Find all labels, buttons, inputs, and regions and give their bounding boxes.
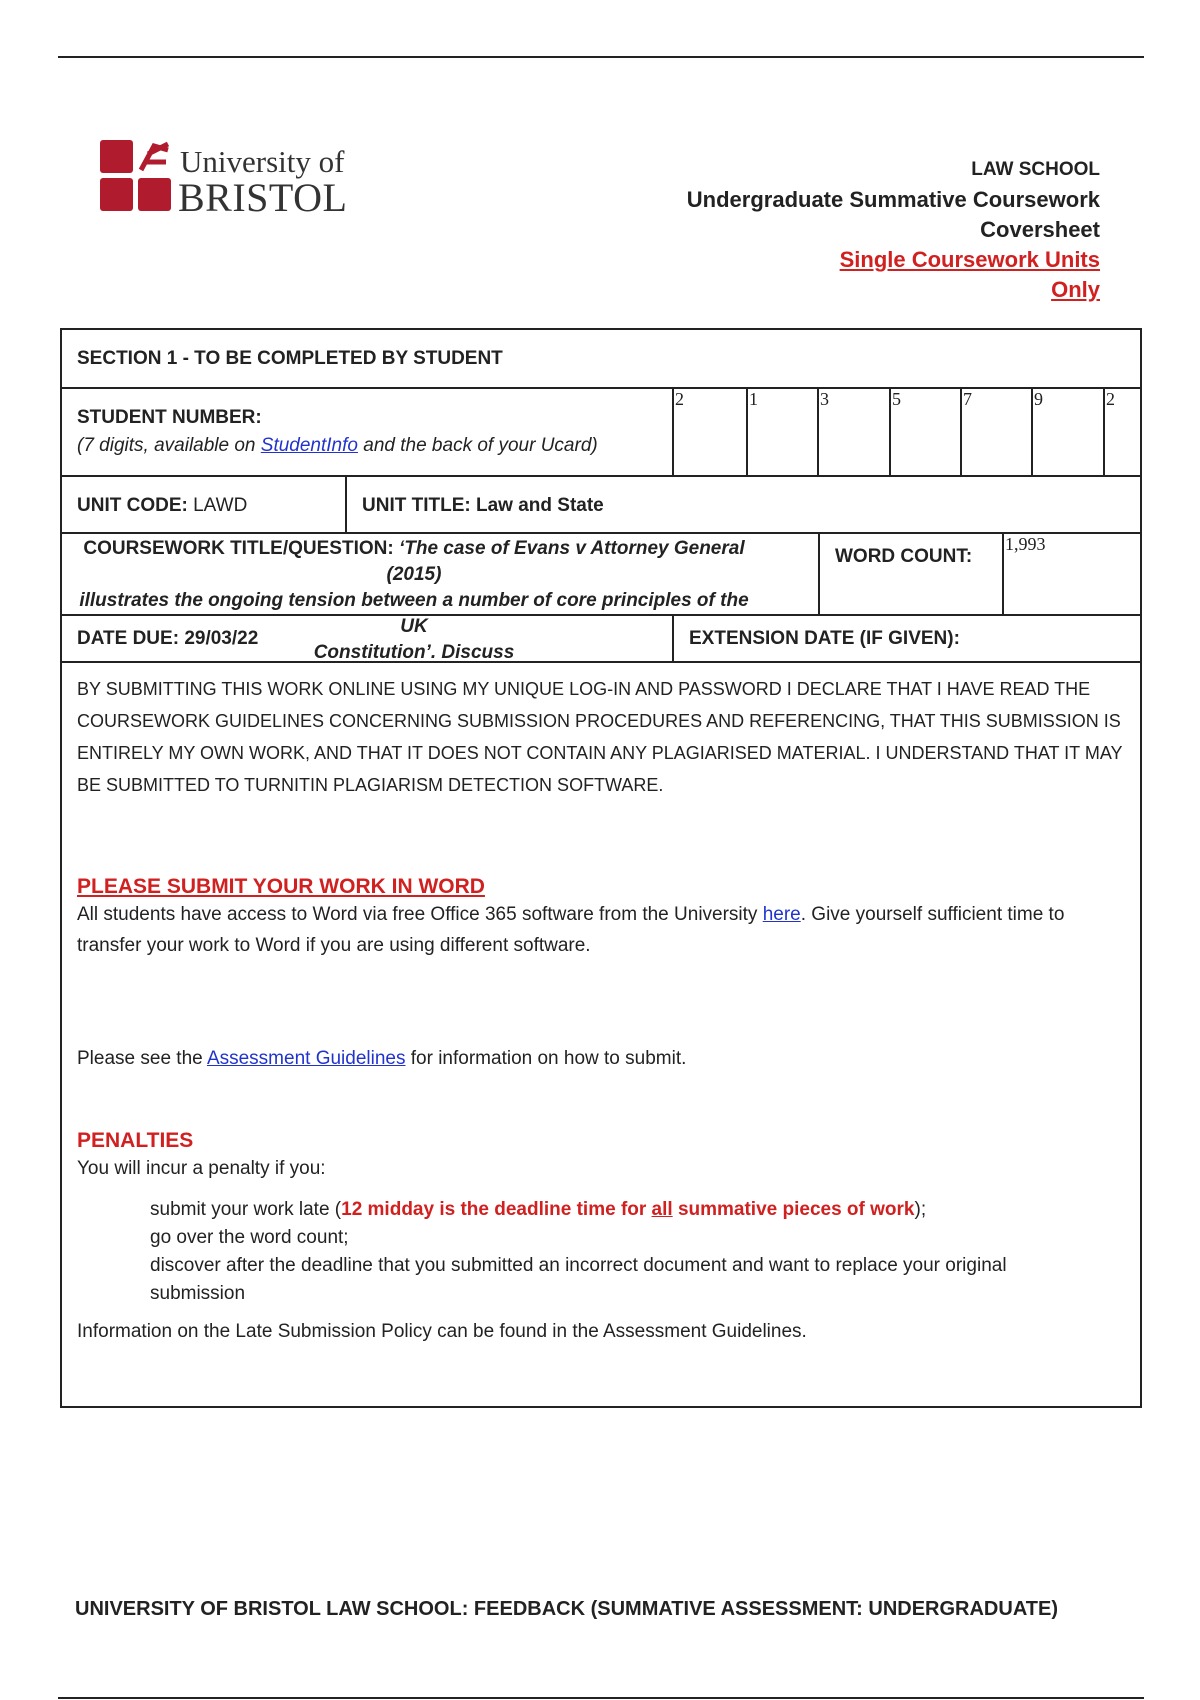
unit-code-label: UNIT CODE: [77, 495, 188, 516]
digit-box[interactable]: 2 [672, 389, 746, 475]
section-heading: SECTION 1 - TO BE COMPLETED BY STUDENT [77, 348, 503, 369]
unit-note-line2: Only [1051, 277, 1100, 302]
digit-box[interactable]: 5 [889, 389, 960, 475]
digit-box[interactable]: 3 [817, 389, 889, 475]
word-count-field[interactable] [1002, 534, 1142, 614]
unit-code-value[interactable]: LAWD [187, 495, 248, 516]
penalties-block [77, 1129, 1127, 1347]
logo-line1: University of [180, 144, 345, 179]
office365-link[interactable]: here [762, 904, 801, 925]
student-number-row [62, 389, 1140, 477]
declaration-section [62, 663, 1140, 1406]
university-logo [100, 140, 360, 220]
list-item: go over the word count; [150, 1227, 349, 1248]
word-notice-text: All students have access to Word via free Office 365 software from the University here. Give yourself sufficient time to transfer your work to Word if you are using different software. [77, 904, 1065, 956]
word-count-label: WORD COUNT: [835, 546, 973, 567]
late-policy-text: Information on the Late Submission Policy can be found in the Assessment Guidelines. [77, 1321, 807, 1342]
digit-box[interactable]: 1 [746, 389, 817, 475]
doc-title-line1: Undergraduate Summative Coursework [686, 187, 1100, 212]
extension-date-field[interactable] [672, 616, 1142, 661]
unit-note-line1: Single Coursework Units [839, 247, 1100, 272]
date-due-label: DATE DUE: [77, 628, 180, 649]
coursework-label: COURSEWORK TITLE/QUESTION: [83, 538, 394, 559]
coursework-question[interactable]: COURSEWORK TITLE/QUESTION: ‘The case of Evans v Attorney General (2015) illustrates the ongoing tension between a number of core principles of the UK Constitution’. Discuss [79, 538, 749, 663]
guidelines-text: Please see the Assessment Guidelines for information on how to submit. [77, 1048, 687, 1069]
extension-date-label: EXTENSION DATE (IF GIVEN): [689, 628, 960, 649]
penalties-intro: You will incur a penalty if you: [77, 1158, 326, 1179]
student-number-hint: (7 digits, available on StudentInfo and the back of your Ucard) [77, 435, 598, 456]
crest-icon [100, 140, 174, 214]
dates-row [62, 616, 1140, 663]
list-item: submit your work late (12 midday is the deadline time for all summative pieces of work); [150, 1199, 927, 1220]
studentinfo-link[interactable]: StudentInfo [260, 435, 358, 456]
digit-box[interactable]: 9 [1031, 389, 1103, 475]
date-due-value[interactable]: 29/03/22 [179, 628, 259, 649]
bottom-rule [58, 1697, 1144, 1699]
coversheet-form [60, 328, 1142, 1408]
doc-title-line2: Coversheet [980, 217, 1100, 242]
unit-title-label: UNIT TITLE: [362, 495, 471, 516]
logo-line2: BRISTOL [178, 175, 348, 220]
word-count-value: 1,993 [1005, 534, 1046, 554]
penalties-heading: PENALTIES [77, 1129, 194, 1152]
school-name: LAW SCHOOL [971, 159, 1100, 180]
section-heading-row [62, 330, 1140, 389]
digit-box[interactable]: 7 [960, 389, 1031, 475]
student-number-label: STUDENT NUMBER: [77, 407, 262, 428]
header-block [630, 155, 1100, 305]
top-rule [58, 56, 1144, 58]
digit-box[interactable]: 2 [1103, 389, 1142, 475]
penalties-list [77, 1196, 1127, 1308]
assessment-guidelines-link[interactable]: Assessment Guidelines [206, 1048, 406, 1069]
feedback-title: UNIVERSITY OF BRISTOL LAW SCHOOL: FEEDBACK (SUMMATIVE ASSESSMENT: UNDERGRADUATE) [75, 1598, 1058, 1620]
declaration-text: BY SUBMITTING THIS WORK ONLINE USING MY UNIQUE LOG-IN AND PASSWORD I DECLARE THAT I HAVE READ THE COURSEWORK GUIDELINES CONCERNING SUBMISSION PROCEDURES AND REFERENCING, THAT THIS SUBMISSION IS ENTIRELY MY OWN WORK, AND THAT IT DOES NOT CONTAIN ANY PLAGIARISED MATERIAL. I UNDERSTAND THAT IT MAY BE SUBMITTED TO TURNITIN PLAGIARISM DETECTION SOFTWARE. [77, 679, 1123, 795]
unit-row [62, 477, 1140, 534]
list-item: discover after the deadline that you submitted an incorrect document and want to replace your original submission [150, 1255, 1007, 1304]
word-notice-heading: PLEASE SUBMIT YOUR WORK IN WORD [77, 875, 485, 898]
unit-title-value[interactable]: Law and State [470, 495, 604, 516]
